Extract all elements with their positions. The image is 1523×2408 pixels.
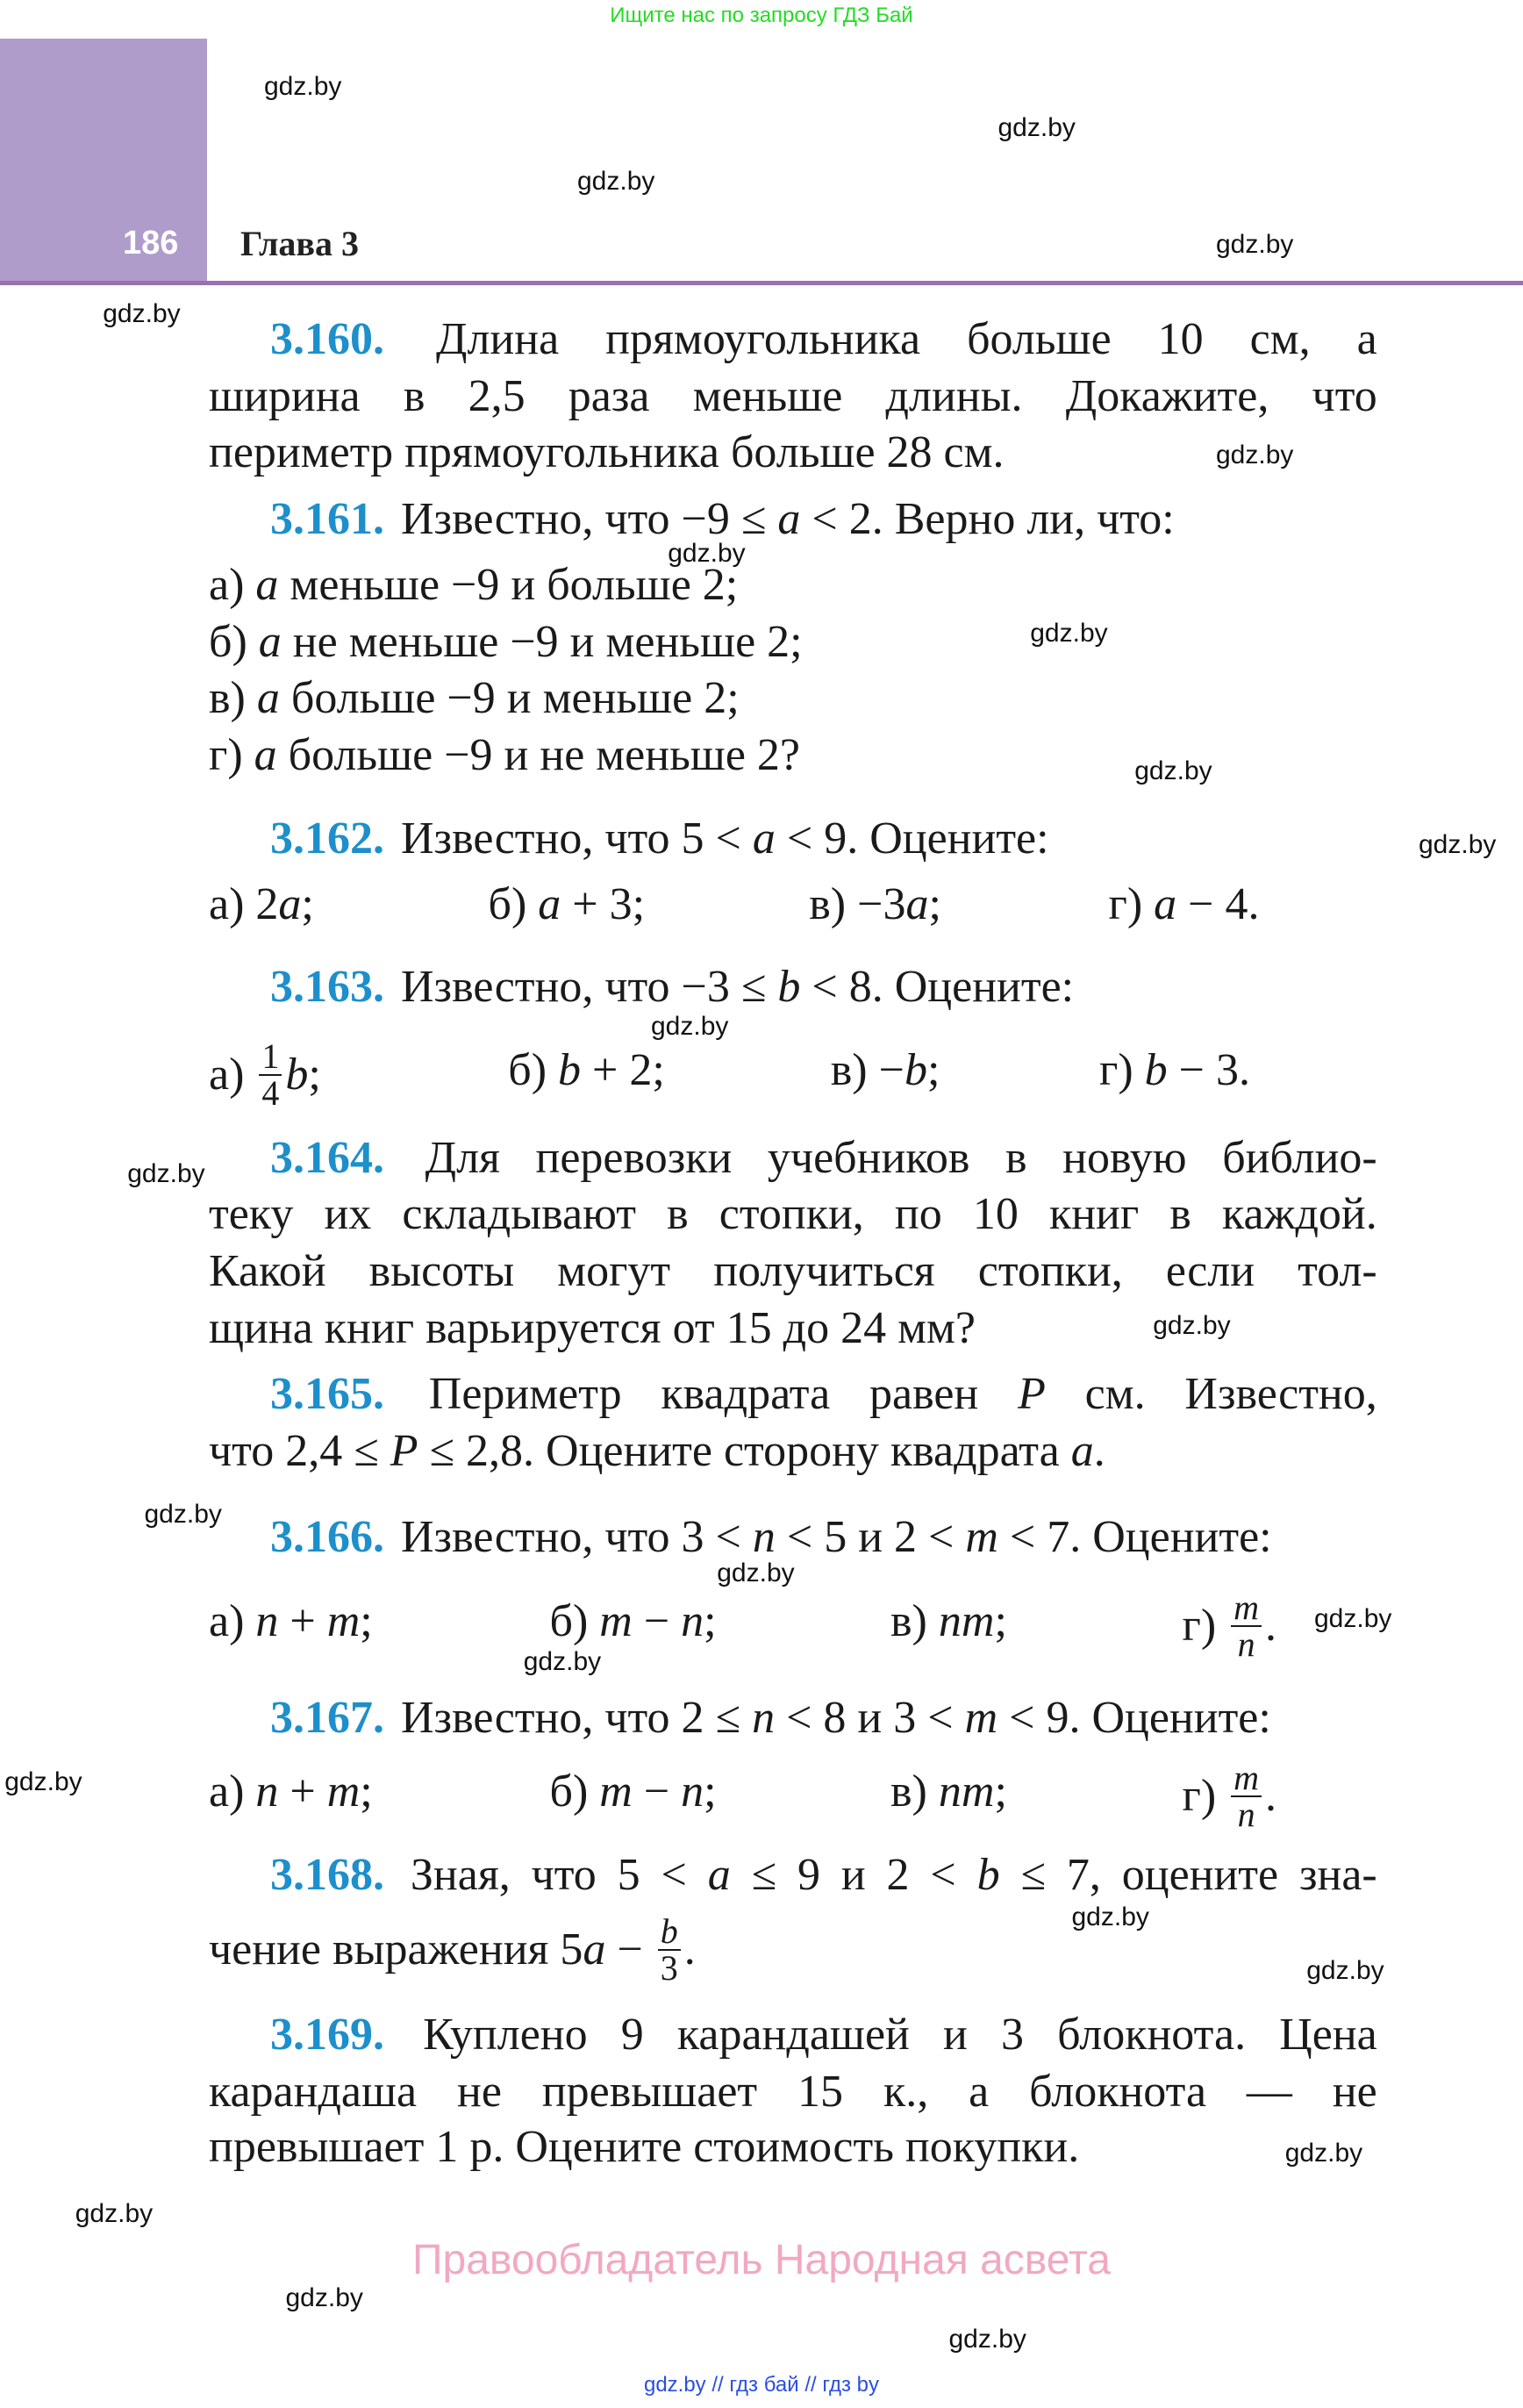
text-run: < 2. Верно ли, что: bbox=[800, 493, 1175, 544]
fraction-denominator: n bbox=[1237, 1624, 1255, 1664]
math-variable: a bbox=[256, 673, 280, 724]
fraction-numerator: 1 bbox=[259, 1039, 282, 1076]
problem-option bbox=[1099, 1043, 1250, 1099]
text-run: г) bbox=[1108, 878, 1155, 929]
fraction-denominator: 3 bbox=[660, 1948, 678, 1989]
problem-option bbox=[209, 877, 314, 933]
fraction-numerator: m bbox=[1231, 1590, 1262, 1627]
problem-statement-line bbox=[209, 2119, 1377, 2175]
text-run: ; bbox=[360, 1596, 373, 1646]
text-run: ; bbox=[994, 1596, 1007, 1646]
watermark: gdz.by bbox=[523, 1647, 602, 1677]
math-variable: b bbox=[558, 1044, 582, 1095]
text-run: а) bbox=[209, 1596, 256, 1646]
text-run: Известно, что 5 < bbox=[401, 813, 753, 864]
watermark: gdz.by bbox=[1284, 2139, 1363, 2168]
watermark: gdz.by bbox=[1306, 1956, 1384, 1985]
text-run: ; bbox=[301, 878, 314, 929]
math-variable: n bbox=[681, 1596, 704, 1646]
text-run: ; bbox=[926, 1044, 940, 1095]
fraction bbox=[259, 1036, 282, 1113]
problem-number: 3.169. bbox=[270, 2009, 384, 2060]
math-variable: b bbox=[976, 1849, 1000, 1900]
problem-option bbox=[809, 877, 941, 933]
text-run: ≤ 7, оцените зна- bbox=[999, 1849, 1377, 1900]
footer-links[interactable]: gdz.by // гдз бай // гдз by bbox=[643, 2373, 880, 2397]
text-run: что 2,4 ≤ bbox=[209, 1425, 390, 1476]
fraction-numerator: b bbox=[658, 1914, 681, 1951]
text-run: а) bbox=[209, 559, 256, 610]
watermark: gdz.by bbox=[1030, 618, 1108, 648]
text-run: в) bbox=[209, 673, 257, 724]
math-variable: nm bbox=[938, 1767, 995, 1817]
problem-option bbox=[1182, 1587, 1277, 1664]
problem-statement bbox=[270, 312, 1377, 368]
text-run: б) bbox=[508, 1044, 559, 1095]
text-run: б) bbox=[549, 1767, 600, 1817]
problem-statement-line bbox=[209, 425, 1377, 481]
watermark: gdz.by bbox=[717, 1558, 795, 1587]
text-run: в) − bbox=[830, 1044, 905, 1095]
text-run: теку их складывают в стопки, по 10 книг в каждой. bbox=[209, 1189, 1377, 1240]
math-variable: b bbox=[904, 1044, 927, 1095]
text-run: < 8. Оцените: bbox=[800, 962, 1075, 1013]
problem-item bbox=[209, 557, 738, 613]
problem-statement bbox=[270, 1130, 1377, 1186]
text-run: в) bbox=[890, 1596, 939, 1646]
fraction-denominator: 4 bbox=[261, 1072, 280, 1113]
text-run: ; bbox=[360, 1767, 373, 1817]
text-run: Известно, что −9 ≤ bbox=[401, 493, 778, 544]
text-run: а) bbox=[209, 1767, 256, 1817]
text-run: . bbox=[683, 1924, 696, 1975]
text-run: . bbox=[1265, 1600, 1277, 1651]
watermark: gdz.by bbox=[1071, 1902, 1149, 1931]
problem-number: 3.163. bbox=[270, 962, 384, 1013]
math-variable: m bbox=[965, 1511, 998, 1562]
problem-option bbox=[831, 1043, 940, 1099]
text-run: ширина в 2,5 раза меньше длины. Докажите, что bbox=[209, 370, 1377, 421]
copyright-notice: Правообладатель Народная асвета bbox=[412, 2237, 1111, 2283]
problem-option bbox=[209, 1036, 321, 1113]
text-run: Длина прямоугольника больше 10 см, а bbox=[436, 313, 1377, 364]
problem-statement-line bbox=[209, 1423, 1377, 1480]
math-variable: a bbox=[258, 616, 282, 667]
watermark: gdz.by bbox=[285, 2283, 363, 2312]
problem-item bbox=[209, 670, 740, 727]
text-run: ≤ 2,8. Оцените сторону квадрата bbox=[418, 1425, 1071, 1476]
text-run: ; bbox=[994, 1767, 1007, 1817]
problem-item bbox=[209, 727, 800, 784]
math-variable: a bbox=[752, 813, 776, 864]
problem-option bbox=[1182, 1758, 1277, 1835]
watermark: gdz.by bbox=[997, 113, 1076, 142]
text-run: ≤ 9 и 2 < bbox=[730, 1849, 977, 1900]
math-variable: a bbox=[707, 1849, 731, 1900]
text-run: Какой высоты могут получиться стопки, если тол- bbox=[209, 1246, 1377, 1296]
math-variable: b bbox=[285, 1049, 309, 1100]
watermark: gdz.by bbox=[103, 298, 181, 328]
math-variable: a bbox=[1154, 878, 1177, 929]
problem-option bbox=[209, 1764, 373, 1820]
math-variable: m bbox=[326, 1596, 361, 1646]
problem-option bbox=[508, 1043, 665, 1099]
text-run: < 9. Оцените: bbox=[997, 1693, 1271, 1744]
problem-option bbox=[489, 877, 646, 933]
search-banner: Ищите нас по запросу ГДЗ Бай bbox=[610, 4, 913, 27]
math-variable: a bbox=[777, 493, 801, 544]
watermark: gdz.by bbox=[1216, 230, 1294, 259]
text-run: < 5 и 2 < bbox=[775, 1511, 966, 1562]
math-variable: a bbox=[278, 878, 302, 929]
text-run: не меньше −9 и меньше 2; bbox=[281, 616, 803, 667]
text-run: ; bbox=[308, 1049, 321, 1100]
fraction-numerator: m bbox=[1231, 1760, 1262, 1797]
problem-option bbox=[890, 1764, 1007, 1820]
math-variable: m bbox=[599, 1596, 633, 1646]
text-run: + 3; bbox=[561, 878, 646, 929]
math-variable: a bbox=[254, 730, 277, 780]
text-run: карандаша не превышает 15 к., а блокнота — не bbox=[209, 2066, 1377, 2117]
math-variable: nm bbox=[938, 1596, 995, 1646]
problem-number: 3.168. bbox=[270, 1849, 384, 1900]
watermark: gdz.by bbox=[668, 538, 746, 568]
problem-option bbox=[209, 1594, 373, 1650]
watermark: gdz.by bbox=[144, 1500, 222, 1530]
problem-statement bbox=[270, 1509, 1377, 1566]
header-divider bbox=[0, 281, 1523, 285]
math-variable: b bbox=[777, 962, 801, 1013]
text-run: + 2; bbox=[581, 1044, 665, 1095]
watermark: gdz.by bbox=[651, 1011, 729, 1041]
text-run: превышает 1 р. Оцените стоимость покупки. bbox=[209, 2121, 1080, 2172]
text-run: Зная, что 5 < bbox=[410, 1849, 708, 1900]
watermark: gdz.by bbox=[577, 167, 655, 197]
watermark: gdz.by bbox=[1134, 756, 1212, 786]
math-variable: m bbox=[964, 1693, 998, 1744]
problem-number: 3.165. bbox=[270, 1369, 384, 1419]
text-run: периметр прямоугольника больше 28 см. bbox=[209, 427, 1005, 478]
text-run: б) bbox=[209, 616, 259, 667]
text-run: < 8 и 3 < bbox=[775, 1693, 965, 1744]
math-variable: n bbox=[752, 1693, 776, 1744]
text-run: Известно, что 2 ≤ bbox=[401, 1693, 753, 1744]
text-run: − bbox=[632, 1596, 682, 1646]
problem-statement bbox=[270, 491, 1377, 548]
text-run: + bbox=[278, 1596, 327, 1646]
text-run: < 7. Оцените: bbox=[997, 1511, 1272, 1562]
text-run: чение выражения 5 bbox=[209, 1924, 583, 1975]
text-run: г) bbox=[1182, 1771, 1228, 1822]
watermark: gdz.by bbox=[4, 1767, 82, 1796]
problem-option bbox=[890, 1594, 1007, 1650]
fraction bbox=[1231, 1758, 1262, 1835]
math-variable: n bbox=[752, 1511, 776, 1562]
text-run: г) bbox=[1182, 1600, 1228, 1651]
math-variable: b bbox=[1144, 1044, 1168, 1095]
text-run: г) bbox=[209, 730, 254, 780]
fraction-denominator: n bbox=[1237, 1795, 1255, 1835]
problem-option bbox=[550, 1764, 717, 1820]
problem-statement bbox=[270, 1366, 1377, 1423]
problem-statement-line bbox=[209, 1186, 1377, 1243]
problem-statement bbox=[270, 2007, 1377, 2063]
watermark: gdz.by bbox=[127, 1158, 205, 1188]
problem-number: 3.166. bbox=[270, 1511, 384, 1562]
text-run: г) bbox=[1099, 1044, 1145, 1095]
text-run: см. Известно, bbox=[1045, 1369, 1377, 1419]
math-variable: n bbox=[255, 1767, 279, 1817]
text-run: − bbox=[605, 1924, 654, 1975]
problem-statement bbox=[270, 811, 1377, 867]
problem-number: 3.160. bbox=[270, 313, 384, 364]
text-run: больше −9 и не меньше 2? bbox=[276, 730, 801, 780]
page-number: 186 bbox=[123, 225, 179, 262]
problem-option bbox=[1109, 877, 1260, 933]
math-variable: a bbox=[538, 878, 561, 929]
watermark: gdz.by bbox=[264, 71, 342, 101]
text-run: Известно, что −3 ≤ bbox=[401, 962, 778, 1013]
text-run: щина книг варьируется от 15 до 24 мм? bbox=[209, 1302, 976, 1353]
problem-option bbox=[550, 1594, 717, 1650]
text-run: больше −9 и меньше 2; bbox=[279, 673, 740, 724]
watermark: gdz.by bbox=[1153, 1311, 1231, 1340]
problem-number: 3.161. bbox=[270, 493, 384, 544]
text-run: . bbox=[1093, 1425, 1105, 1476]
text-run: Для перевозки учебников в новую библио- bbox=[425, 1132, 1377, 1183]
watermark: gdz.by bbox=[1216, 440, 1294, 469]
problem-statement-line bbox=[209, 369, 1377, 425]
math-variable: P bbox=[390, 1425, 418, 1476]
math-variable: P bbox=[1018, 1369, 1046, 1419]
problem-number: 3.162. bbox=[270, 813, 384, 864]
text-run: Периметр квадрата равен bbox=[428, 1369, 1019, 1419]
text-run: + bbox=[278, 1767, 327, 1817]
problem-item bbox=[209, 614, 803, 670]
text-run: в) −3 bbox=[809, 878, 906, 929]
text-run: − bbox=[632, 1767, 682, 1817]
math-variable: n bbox=[681, 1767, 704, 1817]
math-variable: m bbox=[599, 1767, 633, 1817]
math-variable: a bbox=[905, 878, 929, 929]
fraction bbox=[658, 1911, 681, 1989]
math-variable: a bbox=[583, 1924, 606, 1975]
problem-number: 3.167. bbox=[270, 1693, 384, 1744]
text-run: < 9. Оцените: bbox=[775, 813, 1049, 864]
text-run: − 3. bbox=[1167, 1044, 1250, 1095]
problem-statement bbox=[270, 959, 1377, 1015]
watermark: gdz.by bbox=[1419, 830, 1497, 860]
chapter-title: Глава 3 bbox=[240, 224, 359, 263]
math-variable: m bbox=[326, 1767, 361, 1817]
fraction bbox=[1231, 1587, 1262, 1664]
text-run: ; bbox=[704, 1596, 717, 1646]
math-variable: n bbox=[255, 1596, 279, 1646]
problem-number: 3.164. bbox=[270, 1132, 384, 1183]
text-run: − 4. bbox=[1176, 878, 1260, 929]
watermark: gdz.by bbox=[948, 2325, 1026, 2354]
text-run: б) bbox=[488, 878, 539, 929]
text-run: в) bbox=[890, 1767, 939, 1817]
text-run: меньше −9 и больше 2; bbox=[278, 559, 739, 610]
text-run: б) bbox=[549, 1596, 600, 1646]
watermark: gdz.by bbox=[75, 2198, 154, 2228]
text-run: . bbox=[1265, 1771, 1277, 1822]
text-run: ; bbox=[928, 878, 941, 929]
problem-statement-line bbox=[209, 2064, 1377, 2120]
math-variable: a bbox=[1070, 1425, 1094, 1476]
problem-statement bbox=[270, 1690, 1377, 1746]
problem-statement bbox=[270, 1847, 1377, 1903]
text-run: Куплено 9 карандашей и 3 блокнота. Цена bbox=[423, 2009, 1377, 2060]
text-run: Известно, что 3 < bbox=[401, 1511, 753, 1562]
math-variable: a bbox=[255, 559, 279, 610]
problem-statement-line bbox=[209, 1243, 1377, 1300]
text-run: а) bbox=[209, 1049, 256, 1100]
watermark: gdz.by bbox=[1314, 1604, 1392, 1634]
text-run: а) 2 bbox=[209, 878, 279, 929]
text-run: ; bbox=[704, 1767, 717, 1817]
